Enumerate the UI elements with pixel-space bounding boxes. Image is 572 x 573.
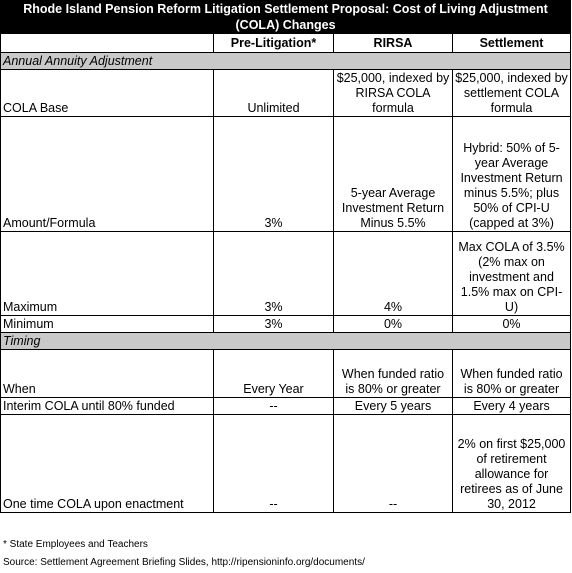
table-row bbox=[1, 232, 571, 316]
row-label: Interim COLA until 80% funded bbox=[1, 398, 214, 415]
cell-rirsa: $25,000, indexed by RIRSA COLA formula bbox=[334, 70, 453, 117]
row-label: Amount/Formula bbox=[1, 117, 214, 232]
cell-rirsa: When funded ratio is 80% or greater bbox=[334, 350, 453, 398]
cell-rirsa: 0% bbox=[334, 316, 453, 333]
section-annual-annuity-adjustment bbox=[1, 53, 571, 70]
row-label: When bbox=[1, 350, 214, 398]
table-row bbox=[1, 398, 571, 415]
column-header-settlement: Settlement bbox=[453, 34, 571, 53]
cell-rirsa: 5-year Average Investment Return Minus 5.5% bbox=[334, 117, 453, 232]
table-row bbox=[1, 70, 571, 117]
cell-settlement: Every 4 years bbox=[453, 398, 571, 415]
section-timing bbox=[1, 333, 571, 350]
cell-settlement: When funded ratio is 80% or greater bbox=[453, 350, 571, 398]
section-heading: Timing bbox=[1, 333, 571, 350]
table-row bbox=[1, 117, 571, 232]
row-label: Minimum bbox=[1, 316, 214, 333]
cell-pre-litigation: 3% bbox=[214, 117, 334, 232]
cell-settlement: 2% on first $25,000 of retirement allowance for retirees as of June 30, 2012 bbox=[453, 415, 571, 513]
table-row bbox=[1, 350, 571, 398]
footnote-asterisk: * State Employees and Teachers bbox=[3, 539, 148, 550]
footnote-source: Source: Settlement Agreement Briefing Slides, http://ripensioninfo.org/documents/ bbox=[3, 557, 365, 568]
cell-pre-litigation: 3% bbox=[214, 232, 334, 316]
cell-settlement: Hybrid: 50% of 5-year Average Investment Return minus 5.5%; plus 50% of CPI-U (capped at 3%) bbox=[453, 117, 571, 232]
column-header-rirsa: RIRSA bbox=[334, 34, 453, 53]
cell-pre-litigation: Unlimited bbox=[214, 70, 334, 117]
table-row bbox=[1, 316, 571, 333]
cell-rirsa: Every 5 years bbox=[334, 398, 453, 415]
column-header-blank bbox=[1, 34, 214, 53]
cell-rirsa: 4% bbox=[334, 232, 453, 316]
cell-pre-litigation: -- bbox=[214, 415, 334, 513]
cell-pre-litigation: 3% bbox=[214, 316, 334, 333]
row-label: Maximum bbox=[1, 232, 214, 316]
table-title: Rhode Island Pension Reform Litigation Settlement Proposal: Cost of Living Adjustment (COLA) Changes bbox=[1, 1, 571, 34]
cell-pre-litigation: -- bbox=[214, 398, 334, 415]
row-label: One time COLA upon enactment bbox=[1, 415, 214, 513]
cell-settlement: Max COLA of 3.5% (2% max on investment and 1.5% max on CPI-U) bbox=[453, 232, 571, 316]
column-header-row bbox=[1, 34, 571, 53]
table-row bbox=[1, 415, 571, 513]
row-label: COLA Base bbox=[1, 70, 214, 117]
column-header-pre-litigation: Pre-Litigation* bbox=[214, 34, 334, 53]
cell-rirsa: -- bbox=[334, 415, 453, 513]
cell-pre-litigation: Every Year bbox=[214, 350, 334, 398]
section-heading: Annual Annuity Adjustment bbox=[1, 53, 571, 70]
cell-settlement: 0% bbox=[453, 316, 571, 333]
cell-settlement: $25,000, indexed by settlement COLA formula bbox=[453, 70, 571, 117]
